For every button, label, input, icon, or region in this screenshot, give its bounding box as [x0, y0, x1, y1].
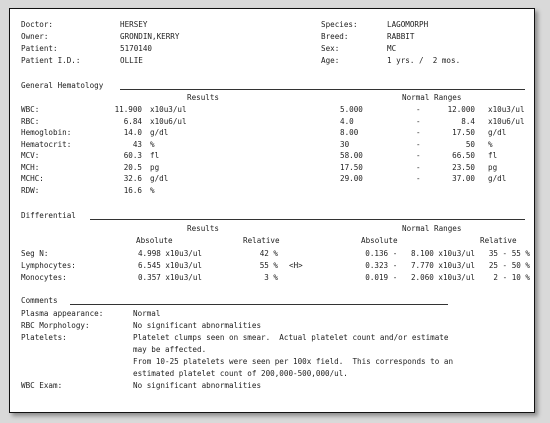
range-high: 12.000 [447, 105, 475, 114]
test-name: MCV: [21, 151, 40, 160]
absolute-header: Absolute [136, 236, 173, 245]
test-name: WBC: [21, 105, 40, 114]
result-value: 14.0 [123, 128, 142, 137]
range-dash: - [416, 105, 421, 114]
range-high: 37.00 [452, 174, 475, 183]
sex-value: MC [387, 44, 397, 53]
cell-type: Monocytes: [21, 273, 67, 282]
differential-results-header: Results [187, 224, 220, 233]
result-value: 6.84 [123, 116, 142, 126]
range-unit: x10u3/ul [488, 105, 525, 114]
wbc-exam-value: No significant abnormalities [133, 381, 262, 390]
range-low: 8.00 [340, 128, 359, 137]
differential-title: Differential [21, 211, 76, 220]
doctor-label: Doctor: [21, 20, 54, 29]
rbc-morphology-value: No significant abnormalities [133, 321, 262, 330]
patient-label: Patient: [21, 44, 58, 53]
range-unit: x10u6/ul [488, 116, 525, 126]
species-label: Species: [321, 20, 358, 29]
test-name: MCH: [21, 162, 40, 172]
test-name: MCHC: [21, 174, 44, 183]
range-dash: - [416, 139, 421, 149]
result-unit: % [150, 185, 155, 195]
breed-value: RABBIT [387, 32, 415, 41]
range-low: 5.000 [340, 105, 363, 114]
owner-label: Owner: [21, 32, 49, 41]
rbc-morphology-label: RBC Morphology: [21, 321, 90, 330]
result-unit: x10u3/ul [150, 105, 187, 114]
range-dash: - [416, 151, 421, 160]
result-value: 20.5 [123, 162, 142, 172]
range-unit: pg [488, 162, 498, 172]
patient-value: 5170140 [120, 44, 153, 53]
breed-label: Breed: [321, 32, 349, 41]
lab-report-sheet [9, 8, 535, 413]
range-high: 8.4 [461, 116, 475, 126]
range-high: 50 [465, 139, 475, 149]
result-value: 43 [132, 139, 142, 149]
range-relative: 25 - 50 % [488, 261, 530, 270]
range-dash: - [416, 162, 421, 172]
range-dash: - [416, 174, 421, 183]
platelets-line-2: may be affected. [133, 345, 207, 354]
differential-ranges-header: Normal Ranges [402, 224, 462, 233]
result-unit: g/dl [150, 128, 169, 137]
range-high: 23.50 [452, 162, 475, 172]
range-low: 17.50 [340, 162, 363, 172]
owner-value: GRONDIN,KERRY [120, 32, 180, 41]
range-absolute: 0.019 - 2.060 x10u3/ul [365, 273, 475, 282]
patient-id-value: OLLIE [120, 56, 143, 65]
absolute-value: 6.545 x10u3/ul [137, 261, 202, 270]
range-low: 58.00 [340, 151, 363, 160]
result-value: 11.900 [114, 105, 142, 114]
patient-id-label: Patient I.D.: [21, 56, 81, 65]
range-dash: - [416, 128, 421, 137]
age-label: Age: [321, 56, 340, 65]
doctor-value: HERSEY [120, 20, 148, 29]
hematology-divider [120, 89, 525, 90]
range-relative-header: Relative [480, 236, 517, 245]
flag-indicator: <H> [289, 261, 303, 270]
range-low: 4.0 [340, 116, 354, 126]
range-unit: g/dl [488, 128, 507, 137]
platelets-label: Platelets: [21, 333, 67, 342]
test-name: RDW: [21, 185, 40, 195]
test-name: Hematocrit: [21, 139, 72, 149]
cell-type: Seg N: [21, 249, 49, 258]
range-relative: 2 - 10 % [493, 273, 530, 282]
result-unit: pg [150, 162, 160, 172]
absolute-value: 0.357 x10u3/ul [137, 273, 202, 282]
differential-divider [90, 219, 525, 220]
range-high: 17.50 [452, 128, 475, 137]
absolute-value: 4.998 x10u3/ul [137, 249, 202, 258]
range-unit: % [488, 139, 493, 149]
relative-value: 55 % [259, 261, 278, 270]
relative-value: 42 % [259, 249, 278, 258]
wbc-exam-label: WBC Exam: [21, 381, 63, 390]
hematology-results-header: Results [187, 93, 220, 102]
comments-title: Comments [21, 296, 58, 305]
platelets-line-4: estimated platelet count of 200,000-500,000/ul. [133, 369, 348, 378]
test-name: RBC: [21, 116, 40, 126]
comments-divider [70, 304, 448, 305]
range-unit: g/dl [488, 174, 507, 183]
platelets-line-1: Platelet clumps seen on smear. Actual platelet count and/or estimate [133, 333, 449, 342]
result-unit: x10u6/ul [150, 116, 187, 126]
range-low: 29.00 [340, 174, 363, 183]
relative-value: 3 % [264, 273, 278, 282]
result-unit: g/dl [150, 174, 169, 183]
range-dash: - [416, 116, 421, 126]
platelets-line-3: From 10-25 platelets were seen per 100x field. This corresponds to an [133, 357, 454, 366]
result-value: 16.6 [123, 185, 142, 195]
relative-header: Relative [243, 236, 280, 245]
hematology-ranges-header: Normal Ranges [402, 93, 462, 102]
hematology-title: General Hematology [21, 81, 104, 90]
result-value: 32.6 [123, 174, 142, 183]
plasma-value: Normal [133, 309, 161, 318]
species-value: LAGOMORPH [387, 20, 429, 29]
range-absolute: 0.136 - 8.100 x10u3/ul [365, 249, 475, 258]
test-name: Hemoglobin: [21, 128, 72, 137]
result-unit: % [150, 139, 155, 149]
range-unit: fl [488, 151, 498, 160]
sex-label: Sex: [321, 44, 340, 53]
range-high: 66.50 [452, 151, 475, 160]
age-value: 1 yrs. / 2 mos. [387, 56, 461, 65]
result-unit: fl [150, 151, 160, 160]
range-low: 30 [340, 139, 350, 149]
result-value: 60.3 [123, 151, 142, 160]
range-relative: 35 - 55 % [488, 249, 530, 258]
plasma-label: Plasma appearance: [21, 309, 104, 318]
range-absolute: 0.323 - 7.770 x10u3/ul [365, 261, 475, 270]
cell-type: Lymphocytes: [21, 261, 76, 270]
range-absolute-header: Absolute [361, 236, 398, 245]
